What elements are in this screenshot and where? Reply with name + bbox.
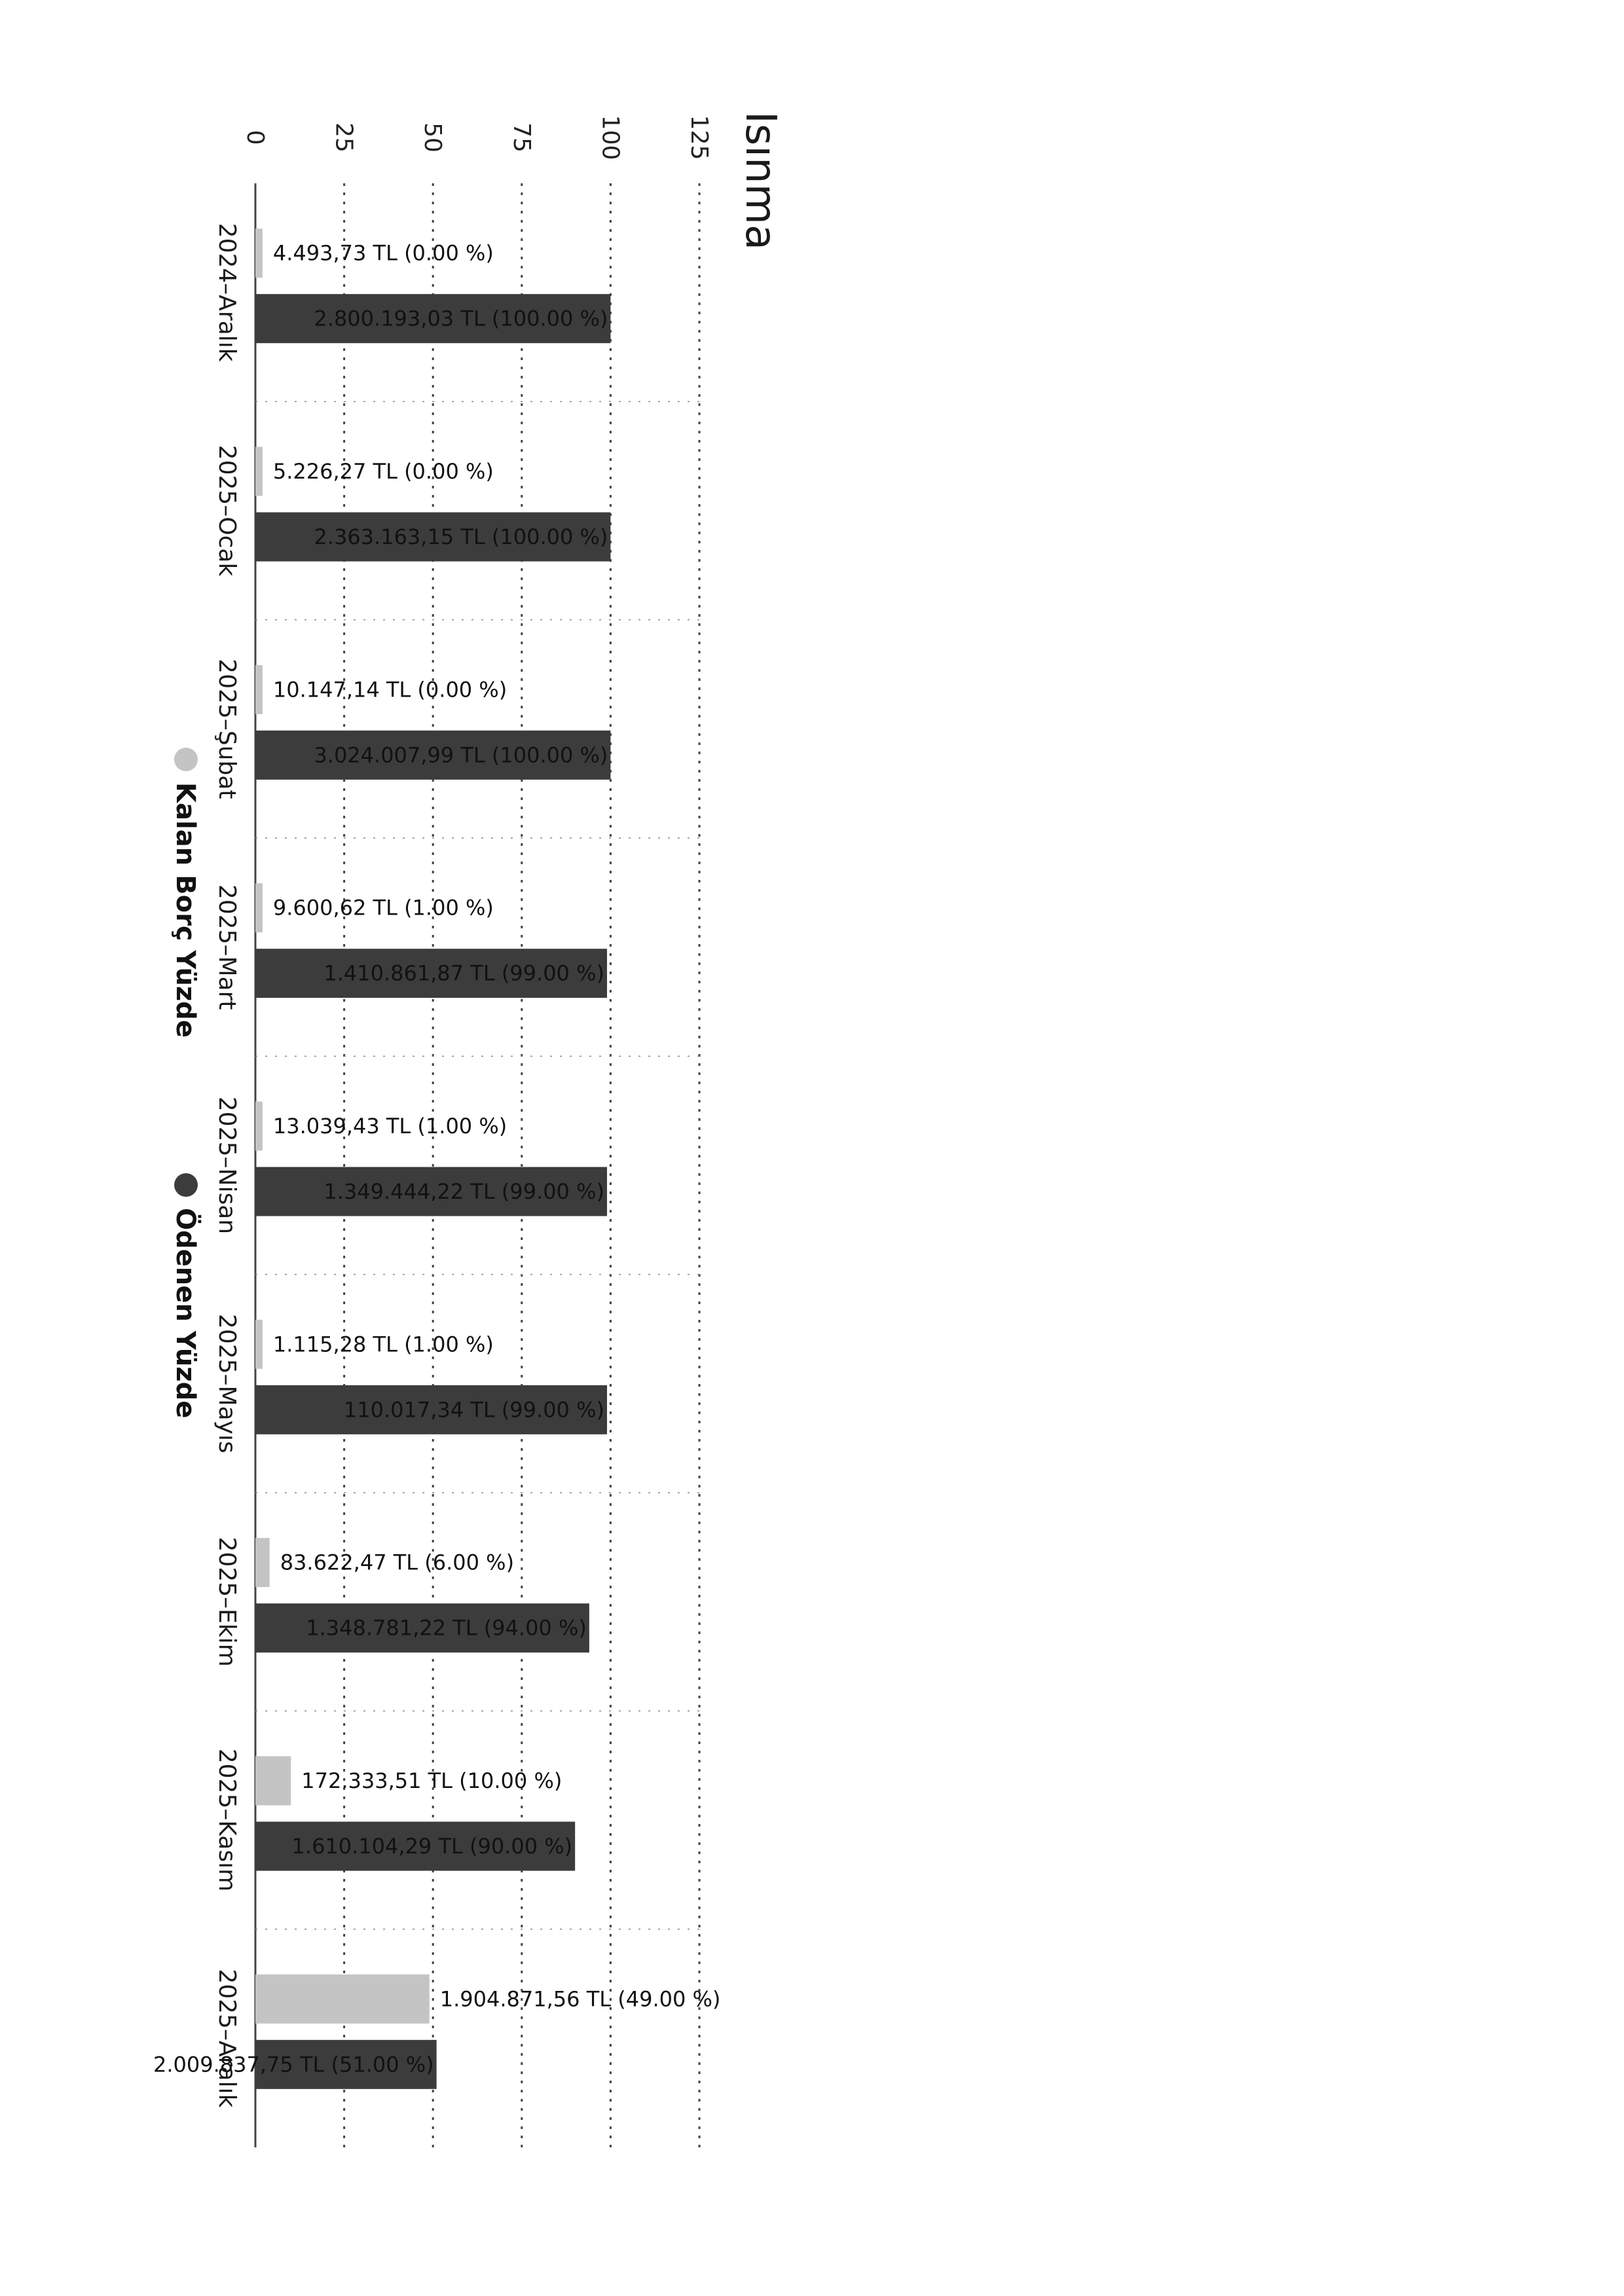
x-tick-label-3: 2025–Mart	[213, 884, 240, 1010]
legend-label-kalan: Kalan Borç Yüzde	[170, 782, 200, 1038]
y-tick-label-25: 25	[330, 122, 358, 153]
x-tick-label-4: 2025–Nisan	[213, 1096, 240, 1235]
data-label-odenen-2: 3.024.007,99 TL (100.00 %)	[314, 742, 608, 768]
bar-kalan-8	[255, 1975, 430, 2024]
data-label-odenen-4: 1.349.444,22 TL (99.00 %)	[323, 1179, 604, 1204]
legend-swatch-kalan	[174, 748, 198, 771]
bar-kalan-6	[255, 1538, 270, 1587]
data-label-kalan-1: 5.226,27 TL (0.00 %)	[272, 459, 494, 484]
x-tick-label-0: 2024–Aralık	[213, 223, 240, 362]
data-label-kalan-5: 1.115,28 TL (1.00 %)	[272, 1332, 494, 1357]
bar-kalan-0	[255, 228, 263, 278]
data-label-kalan-0: 4.493,73 TL (0.00 %)	[272, 240, 494, 266]
x-tick-label-6: 2025–Ekim	[213, 1537, 240, 1667]
data-label-odenen-3: 1.410.861,87 TL (99.00 %)	[323, 960, 604, 986]
bar-kalan-7	[255, 1757, 291, 1806]
data-label-odenen-1: 2.363.163,15 TL (100.00 %)	[314, 524, 608, 549]
x-tick-label-7: 2025–Kasım	[213, 1748, 240, 1892]
y-tick-label-50: 50	[419, 122, 447, 153]
legend-label-odenen: Ödenen Yüzde	[170, 1208, 200, 1419]
bar-kalan-3	[255, 883, 263, 932]
x-tick-label-5: 2025–Mayıs	[213, 1313, 240, 1453]
data-label-kalan-7: 172.333,51 TL (10.00 %)	[301, 1768, 563, 1793]
bar-kalan-5	[255, 1320, 263, 1369]
legend-swatch-odenen	[174, 1173, 198, 1197]
y-tick-label-75: 75	[507, 122, 535, 153]
y-tick-label-125: 125	[686, 115, 712, 160]
data-label-kalan-2: 10.147,14 TL (0.00 %)	[272, 677, 507, 702]
data-label-odenen-7: 1.610.104,29 TL (90.00 %)	[291, 1834, 573, 1859]
data-label-kalan-6: 83.622,47 TL (6.00 %)	[280, 1550, 515, 1575]
data-label-kalan-4: 13.039,43 TL (1.00 %)	[272, 1114, 507, 1139]
data-label-odenen-6: 1.348.781,22 TL (94.00 %)	[306, 1615, 587, 1641]
chart-title: Isınma	[736, 111, 784, 251]
data-label-odenen-0: 2.800.193,03 TL (100.00 %)	[314, 306, 608, 331]
bar-kalan-2	[255, 665, 263, 714]
data-label-odenen-5: 110.017,34 TL (99.00 %)	[343, 1397, 604, 1423]
x-tick-label-1: 2025–Ocak	[213, 445, 240, 577]
data-label-odenen-8: 2.009.837,75 TL (51.00 %)	[153, 2052, 434, 2077]
y-tick-label-100: 100	[597, 115, 624, 160]
y-tick-label-0: 0	[242, 130, 268, 145]
bar-kalan-1	[255, 447, 263, 496]
bar-kalan-4	[255, 1102, 263, 1151]
data-label-kalan-8: 1.904.871,56 TL (49.00 %)	[439, 1986, 721, 2012]
data-label-kalan-3: 9.600,62 TL (1.00 %)	[272, 895, 494, 920]
x-tick-label-8: 2025–Aralık	[213, 1969, 240, 2108]
x-tick-label-2: 2025–Şubat	[213, 659, 240, 799]
